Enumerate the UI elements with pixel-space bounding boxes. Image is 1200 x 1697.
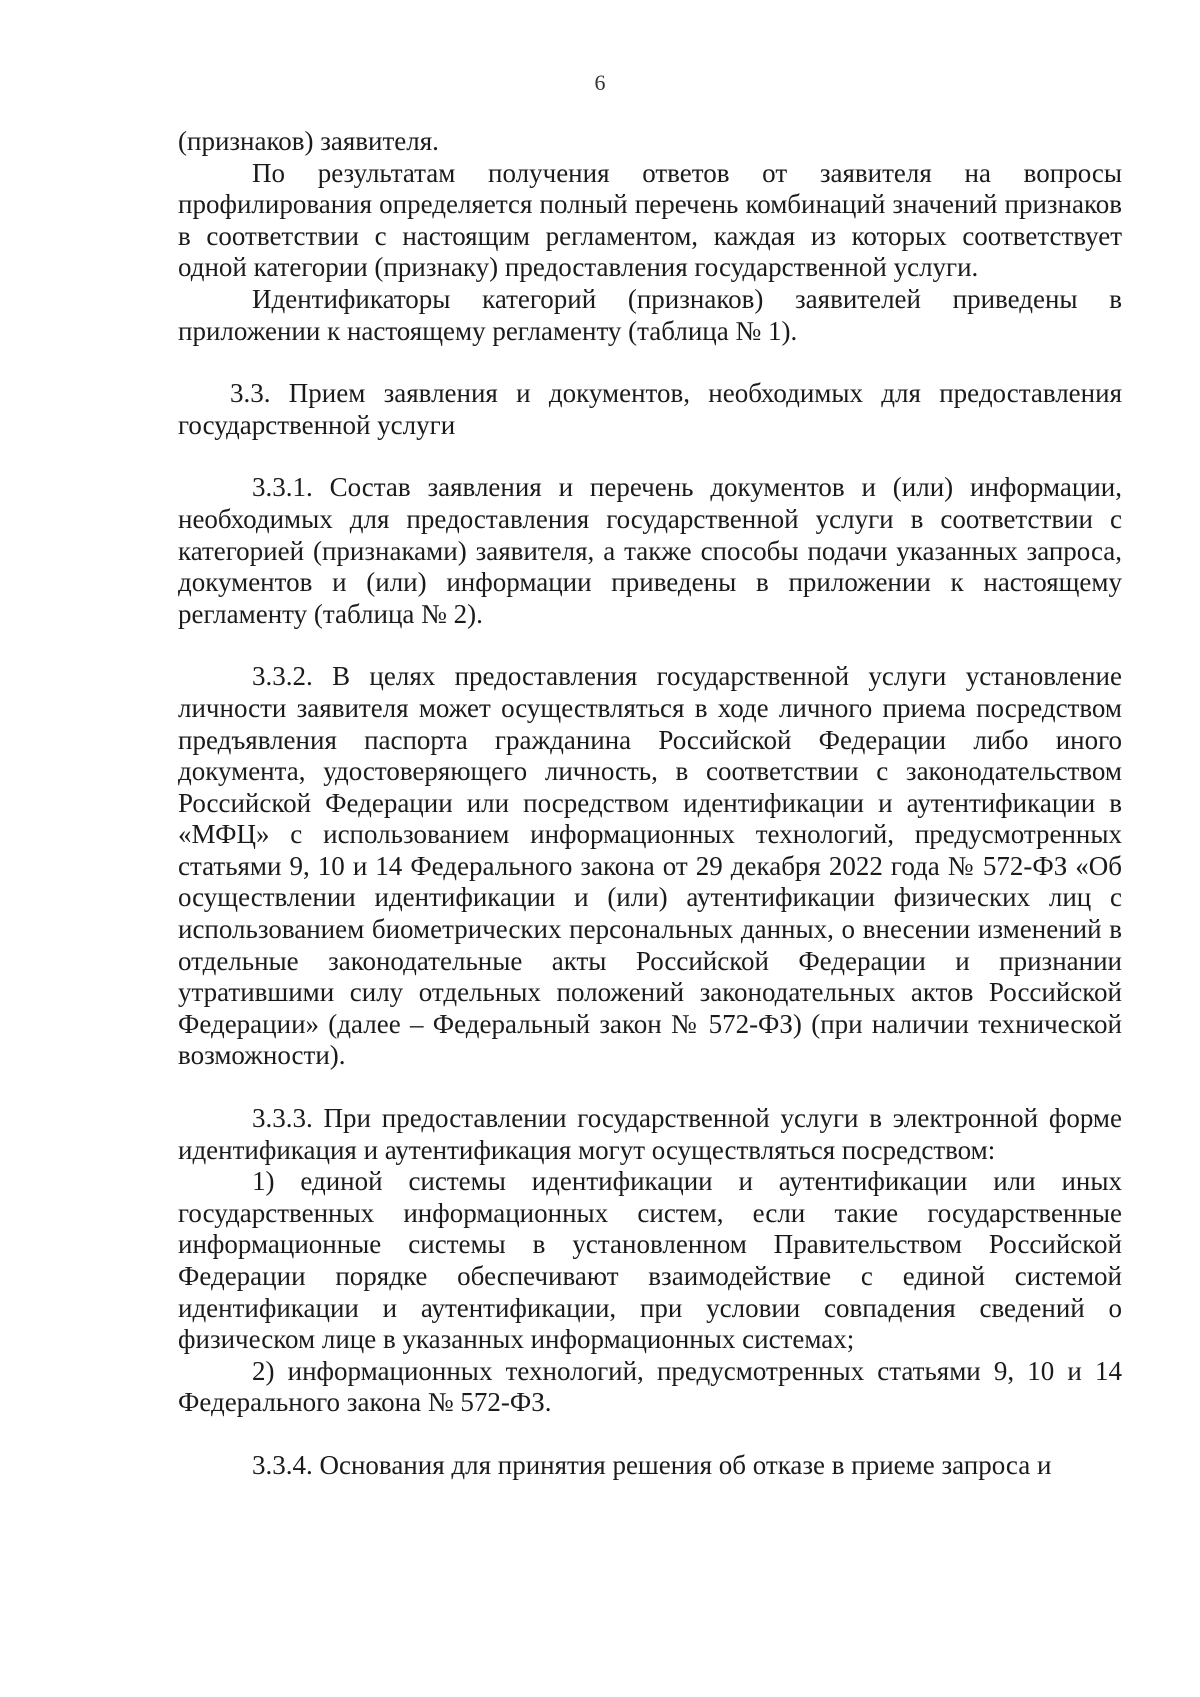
paragraph-3-3-4: 3.3.4. Основания для принятия решения об отказе в приеме запроса и	[252, 1449, 1052, 1480]
paragraph-3-3-3: 3.3.3. При предоставлении государственной услуги в электронной форме идентификация и аутентификация могут осуществляться посредством:	[178, 1103, 1122, 1165]
document-body	[178, 126, 1122, 1482]
paragraph-category-identifiers: Идентификаторы категорий (признаков) заявителей приведены в приложении к настоящему регламенту (таблица № 1).	[178, 283, 1122, 346]
paragraph-3-3-1: 3.3.1. Состав заявления и перечень документов и (или) информации, необходимых для предоставления государственной услуги в соответствии с категорией (признаками) заявителя, а также способы подачи указанных запроса, документов и (или) информации приведены в приложении к настоящему регламенту (таблица № 2).	[178, 472, 1122, 629]
page-number: 6	[594, 70, 606, 95]
paragraph-continuation: (признаков) заявителя.	[178, 126, 439, 156]
paragraph-3-3-2: 3.3.2. В целях предоставления государственной услуги установление личности заявителя может осуществляться в ходе личного приема посредством предъявления паспорта гражданина Российской Федерации либо иного документа, удостоверяющего личность, в соответствии с законодательством Российской Федерации или посредством идентификации и аутентификации в «МФЦ» с использованием информационных технологий, предусмотренных статьями 9, 10 и 14 Федерального закона от 29 декабря 2022 года № 572-ФЗ «Об осуществлении идентификации и (или) аутентификации физических лиц с использованием биометрических персональных данных, о внесении изменений в отдельные законодательные акты Российской Федерации и признании утратившими силу отдельных положений законодательных актов Российской Федерации» (далее – Федеральный закон № 572-ФЗ) (при наличии технической возможности).	[178, 661, 1122, 1071]
list-item-2: 2) информационных технологий, предусмотренных статьями 9, 10 и 14 Федерального закона № 572-ФЗ.	[178, 1355, 1122, 1418]
list-item-1: 1) единой системы идентификации и аутентификации или иных государственных информационных систем, если такие государственные информационные системы в установленном Правительством Российской Федерации порядке обеспечивают взаимодействие с единой системой идентификации и аутентификации, при условии совпадения сведений о физическом лице в указанных информационных системах;	[178, 1166, 1122, 1355]
section-heading-3-3: 3.3. Прием заявления и документов, необходимых для предоставления государственной услуги	[178, 378, 1122, 440]
paragraph-profiling-results: По результатам получения ответов от заявителя на вопросы профилирования определяется полный перечень комбинаций значений признаков в соответствии с настоящим регламентом, каждая из которых соответствует одной категории (признаку) предоставления государственной услуги.	[178, 157, 1122, 283]
